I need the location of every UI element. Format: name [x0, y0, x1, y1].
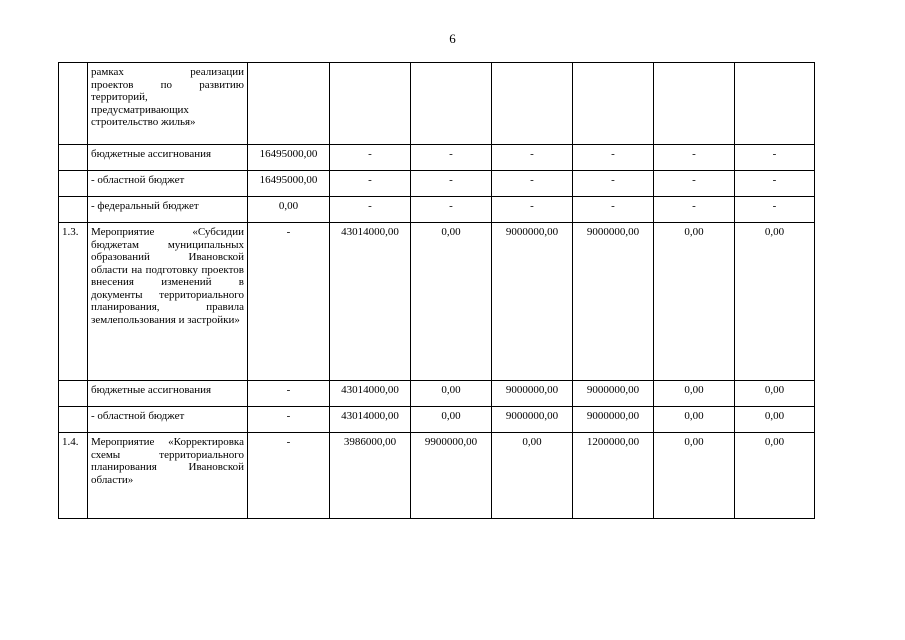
value-cell: 0,00	[492, 433, 573, 519]
value-cell: -	[735, 145, 815, 171]
value-cell: 0,00	[654, 381, 735, 407]
value-cell: 0,00	[411, 407, 492, 433]
value-cell: -	[411, 145, 492, 171]
value-cell: -	[573, 197, 654, 223]
page-number: 6	[449, 31, 456, 46]
value-cell: -	[492, 145, 573, 171]
table-row	[59, 171, 815, 197]
value-cell	[330, 63, 411, 145]
value-cell: -	[735, 171, 815, 197]
row-name: рамках реализации проектов по развитию территорий, предусматривающих строительство жилья»	[88, 63, 248, 145]
value-cell: 3986000,00	[330, 433, 411, 519]
value-cell: -	[248, 407, 330, 433]
value-cell: -	[330, 197, 411, 223]
value-cell: 9000000,00	[573, 407, 654, 433]
value-cell: -	[492, 171, 573, 197]
value-cell: 0,00	[654, 223, 735, 381]
value-cell: 0,00	[411, 381, 492, 407]
table-row	[59, 145, 815, 171]
row-index: 1.4.	[59, 433, 88, 519]
value-cell: -	[573, 145, 654, 171]
value-cell: 16495000,00	[248, 171, 330, 197]
row-index: 1.3.	[59, 223, 88, 381]
row-index	[59, 381, 88, 407]
value-cell: 1200000,00	[573, 433, 654, 519]
value-cell: 0,00	[735, 381, 815, 407]
row-index	[59, 407, 88, 433]
value-cell: 9000000,00	[492, 407, 573, 433]
table-row	[59, 407, 815, 433]
value-cell: -	[330, 145, 411, 171]
value-cell: 9000000,00	[492, 223, 573, 381]
row-name: - федеральный бюджет	[88, 197, 248, 223]
row-index	[59, 197, 88, 223]
value-cell: 9000000,00	[573, 223, 654, 381]
budget-table	[58, 62, 815, 519]
value-cell: 43014000,00	[330, 381, 411, 407]
table-row	[59, 381, 815, 407]
value-cell: 0,00	[735, 433, 815, 519]
value-cell: -	[248, 223, 330, 381]
budget-table-body	[59, 63, 815, 519]
value-cell: -	[248, 381, 330, 407]
row-index	[59, 145, 88, 171]
row-name: Мероприятие «Корректировка схемы территориального планирования Ивановской области»	[88, 433, 248, 519]
value-cell: 9000000,00	[492, 381, 573, 407]
table-row	[59, 223, 815, 381]
row-index	[59, 63, 88, 145]
value-cell: -	[654, 145, 735, 171]
row-index	[59, 171, 88, 197]
value-cell: -	[330, 171, 411, 197]
value-cell: 9900000,00	[411, 433, 492, 519]
row-name: бюджетные ассигнования	[88, 145, 248, 171]
value-cell: 0,00	[654, 433, 735, 519]
value-cell: 9000000,00	[573, 381, 654, 407]
value-cell	[573, 63, 654, 145]
value-cell: 0,00	[735, 223, 815, 381]
value-cell: 0,00	[248, 197, 330, 223]
value-cell	[735, 63, 815, 145]
value-cell	[248, 63, 330, 145]
value-cell: -	[573, 171, 654, 197]
value-cell: 0,00	[411, 223, 492, 381]
table-row	[59, 63, 815, 145]
table-row	[59, 197, 815, 223]
value-cell: 43014000,00	[330, 407, 411, 433]
value-cell: 0,00	[735, 407, 815, 433]
value-cell: -	[654, 197, 735, 223]
value-cell	[411, 63, 492, 145]
value-cell	[654, 63, 735, 145]
row-name: - областной бюджет	[88, 407, 248, 433]
value-cell: -	[411, 197, 492, 223]
row-name: - областной бюджет	[88, 171, 248, 197]
value-cell: 16495000,00	[248, 145, 330, 171]
value-cell: -	[492, 197, 573, 223]
value-cell: -	[248, 433, 330, 519]
table-row	[59, 433, 815, 519]
value-cell: -	[735, 197, 815, 223]
value-cell: -	[411, 171, 492, 197]
value-cell: 43014000,00	[330, 223, 411, 381]
value-cell	[492, 63, 573, 145]
row-name: Мероприятие «Субсидии бюджетам муниципальных образований Ивановской области на подготовку проектов внесения изменений в документы территориального планирования, правила землепользования и застройки»	[88, 223, 248, 381]
row-name: бюджетные ассигнования	[88, 381, 248, 407]
value-cell: -	[654, 171, 735, 197]
value-cell: 0,00	[654, 407, 735, 433]
